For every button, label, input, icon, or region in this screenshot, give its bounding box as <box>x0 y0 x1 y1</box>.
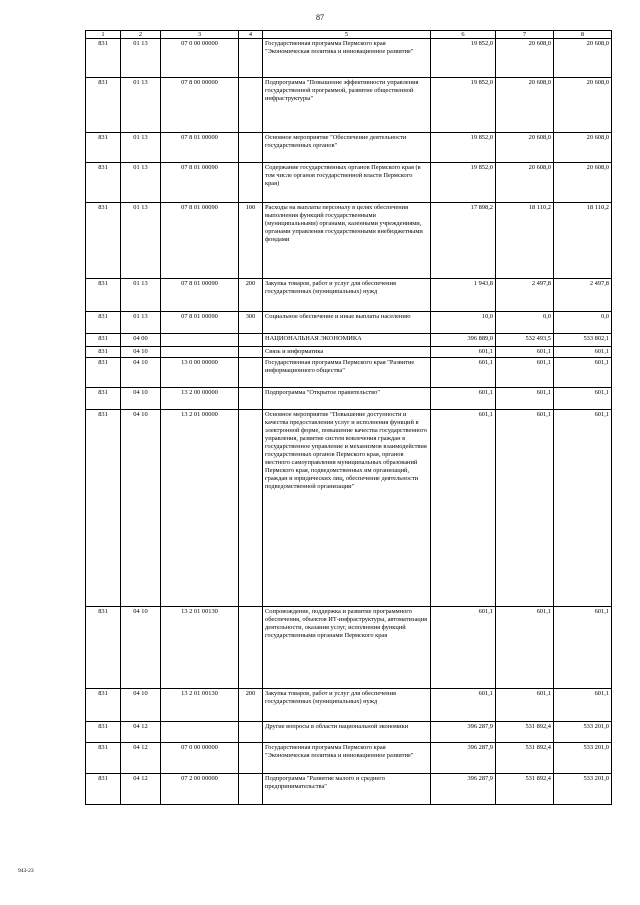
table-row <box>86 78 612 133</box>
cell-section: 01 13 <box>121 78 161 133</box>
cell-expense-type <box>239 78 263 133</box>
cell-name: Другие вопросы в области национальной экономики <box>263 722 431 743</box>
cell-section: 04 10 <box>121 347 161 358</box>
cell-grbs: 831 <box>86 410 121 607</box>
cell-expense-type <box>239 388 263 410</box>
cell-expense-type <box>239 607 263 689</box>
cell-target-article: 07 8 00 00000 <box>161 78 239 133</box>
column-header: 8 <box>554 31 612 39</box>
cell-section: 04 12 <box>121 743 161 774</box>
cell-amount-col8: 533 802,1 <box>554 334 612 347</box>
cell-amount-col7: 18 110,2 <box>496 203 554 279</box>
cell-target-article: 07 0 00 00000 <box>161 39 239 78</box>
cell-amount-col8: 601,1 <box>554 358 612 388</box>
cell-amount-col8: 20 608,0 <box>554 78 612 133</box>
cell-section: 01 13 <box>121 39 161 78</box>
cell-amount-col6: 396 287,9 <box>431 722 496 743</box>
cell-amount-col6: 1 943,8 <box>431 279 496 312</box>
cell-grbs: 831 <box>86 334 121 347</box>
cell-amount-col6: 19 852,0 <box>431 133 496 163</box>
cell-expense-type <box>239 347 263 358</box>
cell-amount-col7: 20 608,0 <box>496 133 554 163</box>
cell-section: 04 10 <box>121 689 161 722</box>
cell-expense-type <box>239 774 263 805</box>
cell-amount-col8: 601,1 <box>554 410 612 607</box>
cell-grbs: 831 <box>86 279 121 312</box>
cell-amount-col7: 601,1 <box>496 347 554 358</box>
cell-section: 04 10 <box>121 607 161 689</box>
cell-section: 04 00 <box>121 334 161 347</box>
cell-section: 01 13 <box>121 312 161 334</box>
cell-expense-type <box>239 722 263 743</box>
cell-amount-col8: 0,0 <box>554 312 612 334</box>
cell-amount-col6: 19 852,0 <box>431 39 496 78</box>
cell-grbs: 831 <box>86 388 121 410</box>
cell-target-article <box>161 722 239 743</box>
cell-target-article <box>161 334 239 347</box>
cell-expense-type: 300 <box>239 312 263 334</box>
table-row <box>86 607 612 689</box>
table-row <box>86 743 612 774</box>
cell-expense-type <box>239 163 263 203</box>
table-header-row <box>86 31 612 39</box>
cell-name: Основное мероприятие "Повышение доступности и качества предоставления услуг и исполнения функций в электронной форме, повышение качества государственного управления, развитие систем вовлечения граждан в государственное управление и механизмов взаимодействия государственных органов Пермского края, органов местного самоуправления муниципальных образований Пермского края, подведомственных им организаций, граждан и юридических лиц, обеспечение деятельности подведомственной организации" <box>263 410 431 607</box>
cell-grbs: 831 <box>86 39 121 78</box>
cell-amount-col8: 533 201,0 <box>554 722 612 743</box>
table-row <box>86 39 612 78</box>
cell-grbs: 831 <box>86 78 121 133</box>
cell-amount-col7: 601,1 <box>496 410 554 607</box>
cell-section: 04 12 <box>121 722 161 743</box>
table-row <box>86 334 612 347</box>
cell-target-article: 07 8 01 00090 <box>161 312 239 334</box>
cell-name: Расходы на выплаты персоналу в целях обеспечения выполнения функций государственными (муниципальными) органами, казенными учреждениями, органами управления государственными внебюджетными фондами <box>263 203 431 279</box>
cell-name: Содержание государственных органов Пермского края (в том числе органов государственной власти Пермского края) <box>263 163 431 203</box>
cell-expense-type <box>239 410 263 607</box>
cell-amount-col8: 20 608,0 <box>554 133 612 163</box>
cell-amount-col6: 10,0 <box>431 312 496 334</box>
cell-target-article: 13 2 01 00000 <box>161 410 239 607</box>
cell-amount-col6: 601,1 <box>431 358 496 388</box>
cell-expense-type <box>239 39 263 78</box>
cell-expense-type: 200 <box>239 279 263 312</box>
cell-amount-col8: 2 497,8 <box>554 279 612 312</box>
cell-name: Социальное обеспечение и иные выплаты населению <box>263 312 431 334</box>
cell-amount-col7: 20 608,0 <box>496 78 554 133</box>
cell-section: 04 10 <box>121 388 161 410</box>
cell-target-article: 07 8 01 00090 <box>161 279 239 312</box>
table-row <box>86 689 612 722</box>
cell-amount-col7: 531 892,4 <box>496 743 554 774</box>
table-row <box>86 279 612 312</box>
cell-amount-col7: 20 608,0 <box>496 39 554 78</box>
cell-name: Закупка товаров, работ и услуг для обеспечения государственных (муниципальных) нужд <box>263 689 431 722</box>
column-header: 2 <box>121 31 161 39</box>
cell-amount-col7: 601,1 <box>496 388 554 410</box>
cell-name: Закупка товаров, работ и услуг для обеспечения государственных (муниципальных) нужд <box>263 279 431 312</box>
cell-amount-col7: 0,0 <box>496 312 554 334</box>
cell-expense-type: 100 <box>239 203 263 279</box>
cell-amount-col6: 601,1 <box>431 410 496 607</box>
cell-target-article: 07 8 01 00090 <box>161 203 239 279</box>
cell-amount-col7: 601,1 <box>496 358 554 388</box>
cell-amount-col8: 601,1 <box>554 347 612 358</box>
column-header: 6 <box>431 31 496 39</box>
cell-grbs: 831 <box>86 312 121 334</box>
table-row <box>86 347 612 358</box>
cell-name: Государственная программа Пермского края "Экономическая политика и инновационное развитие" <box>263 743 431 774</box>
table-row <box>86 312 612 334</box>
cell-name: Сопровождение, поддержка и развитие программного обеспечения, объектов ИТ-инфраструктуры, автоматизация деятельности, оказания услуг, исполнения функций государственными органами Пермского края <box>263 607 431 689</box>
cell-amount-col8: 20 608,0 <box>554 39 612 78</box>
cell-amount-col8: 601,1 <box>554 388 612 410</box>
column-header: 5 <box>263 31 431 39</box>
cell-target-article: 07 8 01 00090 <box>161 163 239 203</box>
cell-target-article: 07 8 01 00000 <box>161 133 239 163</box>
cell-grbs: 831 <box>86 133 121 163</box>
cell-grbs: 831 <box>86 722 121 743</box>
table-row <box>86 358 612 388</box>
cell-amount-col8: 18 110,2 <box>554 203 612 279</box>
cell-target-article <box>161 347 239 358</box>
cell-amount-col7: 601,1 <box>496 607 554 689</box>
cell-grbs: 831 <box>86 358 121 388</box>
cell-amount-col8: 533 201,0 <box>554 774 612 805</box>
cell-section: 01 13 <box>121 279 161 312</box>
cell-section: 01 13 <box>121 133 161 163</box>
cell-amount-col6: 601,1 <box>431 689 496 722</box>
cell-grbs: 831 <box>86 607 121 689</box>
cell-amount-col7: 601,1 <box>496 689 554 722</box>
cell-name: Подпрограмма "Повышение эффективности управления государственной программой, развитие общественной инфраструктуры" <box>263 78 431 133</box>
column-header: 3 <box>161 31 239 39</box>
column-header: 7 <box>496 31 554 39</box>
cell-name: Подпрограмма "Открытое правительство" <box>263 388 431 410</box>
table-row <box>86 388 612 410</box>
cell-grbs: 831 <box>86 347 121 358</box>
cell-grbs: 831 <box>86 689 121 722</box>
cell-amount-col6: 601,1 <box>431 388 496 410</box>
cell-amount-col6: 19 852,0 <box>431 163 496 203</box>
cell-amount-col6: 17 898,2 <box>431 203 496 279</box>
cell-section: 04 10 <box>121 410 161 607</box>
cell-amount-col7: 20 608,0 <box>496 163 554 203</box>
cell-target-article: 13 2 00 00000 <box>161 388 239 410</box>
cell-amount-col7: 2 497,8 <box>496 279 554 312</box>
cell-target-article: 07 2 00 00000 <box>161 774 239 805</box>
table-row <box>86 774 612 805</box>
table-row <box>86 133 612 163</box>
cell-amount-col6: 396 287,9 <box>431 774 496 805</box>
cell-name: Связь и информатика <box>263 347 431 358</box>
column-header: 4 <box>239 31 263 39</box>
cell-target-article: 13 0 00 00000 <box>161 358 239 388</box>
cell-expense-type <box>239 133 263 163</box>
cell-target-article: 13 2 01 00130 <box>161 689 239 722</box>
cell-expense-type <box>239 743 263 774</box>
cell-section: 01 13 <box>121 203 161 279</box>
cell-amount-col8: 601,1 <box>554 689 612 722</box>
table-row <box>86 722 612 743</box>
cell-amount-col6: 601,1 <box>431 347 496 358</box>
cell-section: 01 13 <box>121 163 161 203</box>
cell-amount-col6: 396 889,0 <box>431 334 496 347</box>
cell-amount-col6: 19 852,0 <box>431 78 496 133</box>
table-row <box>86 203 612 279</box>
cell-expense-type: 200 <box>239 689 263 722</box>
cell-target-article: 07 0 00 00000 <box>161 743 239 774</box>
column-header: 1 <box>86 31 121 39</box>
table-row <box>86 410 612 607</box>
cell-amount-col6: 396 287,9 <box>431 743 496 774</box>
page-number: 87 <box>316 13 324 22</box>
cell-name: НАЦИОНАЛЬНАЯ ЭКОНОМИКА <box>263 334 431 347</box>
cell-target-article: 13 2 01 00130 <box>161 607 239 689</box>
cell-name: Подпрограмма "Развитие малого и среднего предпринимательства" <box>263 774 431 805</box>
cell-grbs: 831 <box>86 203 121 279</box>
cell-amount-col8: 533 201,0 <box>554 743 612 774</box>
cell-amount-col7: 531 892,4 <box>496 774 554 805</box>
table-row <box>86 163 612 203</box>
cell-expense-type <box>239 334 263 347</box>
cell-amount-col7: 531 892,4 <box>496 722 554 743</box>
cell-amount-col7: 532 493,5 <box>496 334 554 347</box>
footer-document-code: 943-23 <box>18 868 34 874</box>
cell-name: Государственная программа Пермского края "Развитие информационного общества" <box>263 358 431 388</box>
cell-name: Основное мероприятие "Обеспечение деятельности государственных органов" <box>263 133 431 163</box>
cell-amount-col8: 601,1 <box>554 607 612 689</box>
budget-table <box>85 30 612 805</box>
cell-grbs: 831 <box>86 743 121 774</box>
cell-section: 04 10 <box>121 358 161 388</box>
cell-expense-type <box>239 358 263 388</box>
cell-amount-col6: 601,1 <box>431 607 496 689</box>
cell-grbs: 831 <box>86 163 121 203</box>
cell-amount-col8: 20 608,0 <box>554 163 612 203</box>
cell-grbs: 831 <box>86 774 121 805</box>
cell-name: Государственная программа Пермского края "Экономическая политика и инновационное развитие" <box>263 39 431 78</box>
cell-section: 04 12 <box>121 774 161 805</box>
